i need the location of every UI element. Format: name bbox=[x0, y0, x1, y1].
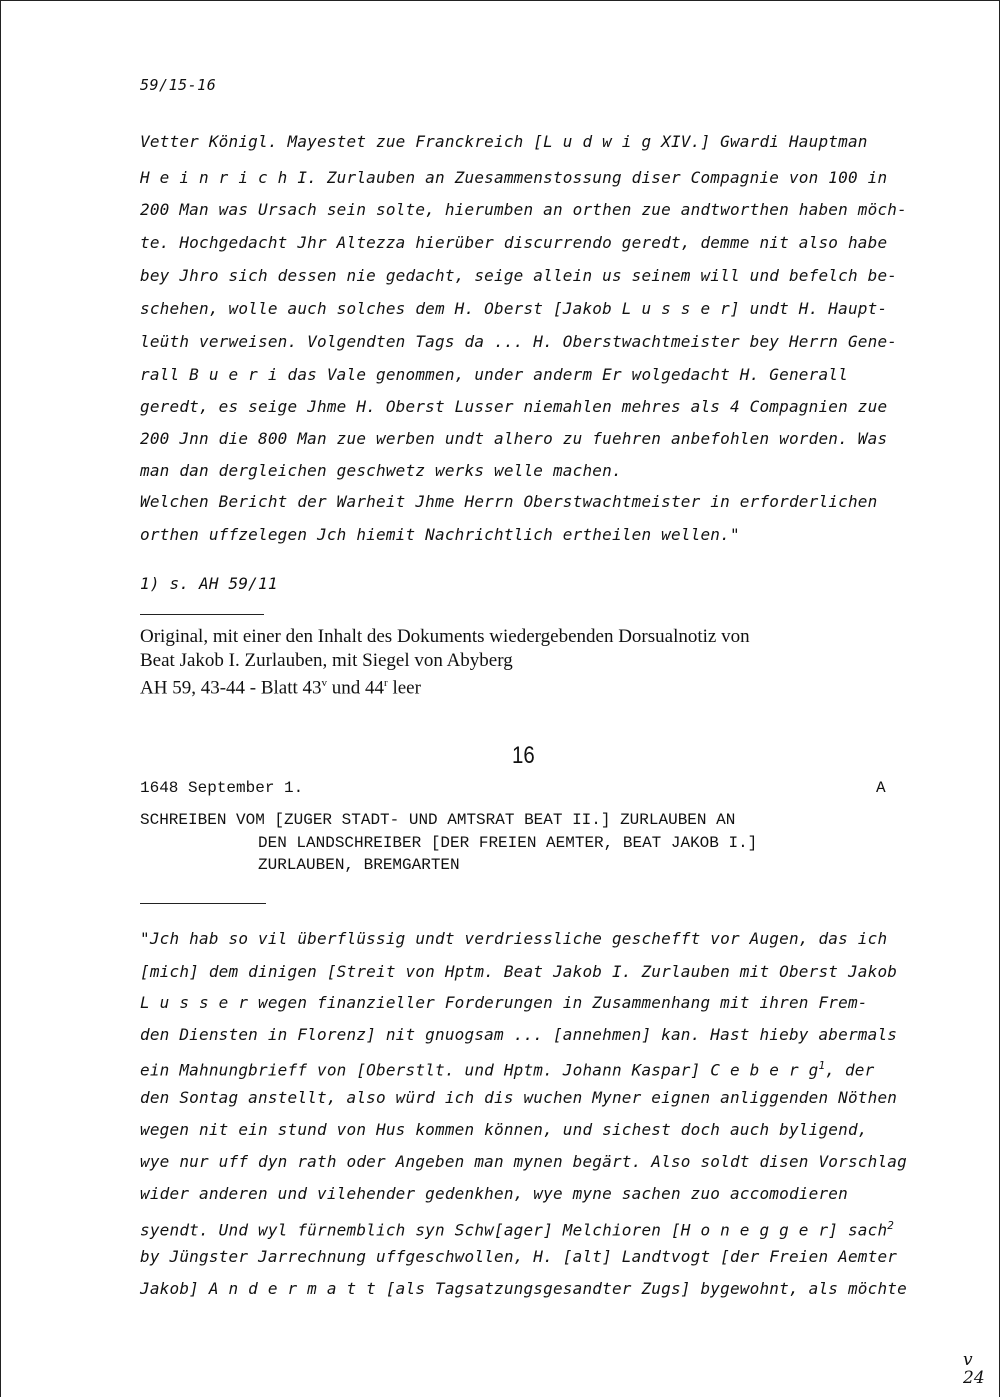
footnote-rule bbox=[140, 614, 264, 615]
document-type: A bbox=[876, 779, 886, 797]
text-line: H e i n r i c h I. Zurlauben an Zuesammenstossung diser Compagnie von 100 in bbox=[140, 168, 888, 187]
text-line: bey Jhro sich dessen nie gedacht, seige allein us seinem will und befelch be- bbox=[140, 266, 898, 285]
source-note-line: Beat Jakob I. Zurlauben, mit Siegel von Abyberg bbox=[140, 650, 513, 671]
heading-line: ZURLAUBEN, BREMGARTEN bbox=[258, 856, 460, 874]
margin-mark: 24 bbox=[963, 1368, 985, 1388]
verso-mark: v bbox=[321, 677, 328, 689]
text-line: orthen uffzelegen Jch hiemit Nachrichtlich ertheilen wellen." bbox=[140, 525, 740, 544]
text-line: [mich] dem dinigen [Streit von Hptm. Beat Jakob I. Zurlauben mit Oberst Jakob bbox=[140, 962, 898, 981]
document-number: 16 bbox=[512, 742, 535, 769]
footnote-reference: 1) s. AH 59/11 bbox=[140, 574, 278, 593]
text-line: 200 Man was Ursach sein solte, hierumben an orthen zue andtworthen haben möch- bbox=[140, 200, 907, 219]
text-line: schehen, wolle auch solches dem H. Oberst [Jakob L u s s e r] undt H. Haupt- bbox=[140, 299, 888, 318]
footnote-marker: 2 bbox=[887, 1219, 895, 1232]
text-line: wye nur uff dyn rath oder Angeben man mynen begärt. Also soldt disen Vorschlag bbox=[140, 1152, 907, 1171]
margin-mark: v bbox=[963, 1350, 973, 1370]
footnote-marker: 1 bbox=[818, 1059, 826, 1072]
document-date: 1648 September 1. bbox=[140, 779, 304, 797]
archive-ref-end: leer bbox=[387, 677, 421, 699]
archive-ref-cont: und 44 bbox=[327, 677, 385, 699]
text-line: ein Mahnungbrieff von [Oberstlt. und Hptm. Johann Kaspar] C e b e r $g^1$, der bbox=[140, 1059, 875, 1080]
text-line: leüth verweisen. Volgendten Tags da ... H. Oberstwachtmeister bey Herrn Gene- bbox=[140, 332, 898, 351]
source-note-line: Original, mit einer den Inhalt des Dokuments wiedergebenden Dorsualnotiz von bbox=[140, 626, 750, 647]
text-line: L u s s e r wegen finanzieller Forderungen in Zusammenhang mit ihren Frem- bbox=[140, 993, 868, 1012]
text-line: Jakob] A n d e r m a t t [als Tagsatzungsgesandter Zugs] bygewohnt, als möchte bbox=[140, 1279, 907, 1298]
text-line: by Jüngster Jarrechnung uffgeschwollen, H. [alt] Landtvogt [der Freien Aemter bbox=[140, 1247, 898, 1266]
text-line: man dan dergleichen geschwetz werks welle machen. bbox=[140, 461, 622, 480]
text-line: wider anderen und vilehender gedenkhen, wye myne sachen zuo accomodieren bbox=[140, 1184, 848, 1203]
text-line: den Diensten in Florenz] nit gnuogsam ... [annehmen] kan. Hast hieby abermals bbox=[140, 1025, 898, 1044]
text-line: te. Hochgedacht Jhr Altezza hierüber discurrendo geredt, demme nit also habe bbox=[140, 233, 888, 252]
text-line: wegen nit ein stund von Hus kommen können, und sichest doch auch byligend, bbox=[140, 1120, 868, 1139]
text-line: Vetter Königl. Mayestet zue Franckreich [L u d w i g XIV.] Gwardi Hauptman bbox=[140, 132, 868, 151]
text-line: geredt, es seige Jhme H. Oberst Lusser niemahlen mehres als 4 Compagnien zue bbox=[140, 397, 888, 416]
archive-ref: AH 59, 43-44 - Blatt 43 bbox=[140, 677, 322, 699]
text-line: rall B u e r i das Vale genommen, under anderm Er wolgedacht H. Generall bbox=[140, 365, 848, 384]
text-line: 200 Jnn die 800 Man zue werben undt alhero zu fuehren anbefohlen worden. Was bbox=[140, 429, 888, 448]
text-line: syendt. Und wyl fürnemblich syn Schw[ager] Melchioren [H o n e g g e r] sach$^2$ bbox=[140, 1219, 895, 1240]
heading-line: DEN LANDSCHREIBER [DER FREIEN AEMTER, BEAT JAKOB I.] bbox=[258, 834, 758, 852]
heading-line: SCHREIBEN VOM [ZUGER STADT- UND AMTSRAT BEAT II.] ZURLAUBEN AN bbox=[140, 811, 736, 829]
recto-mark: r bbox=[384, 677, 388, 689]
text-line: den Sontag anstellt, also würd ich dis wuchen Myner eignen anliggenden Nöthen bbox=[140, 1088, 898, 1107]
text-line: Welchen Bericht der Warheit Jhme Herrn Oberstwachtmeister in erforderlichen bbox=[140, 492, 878, 511]
heading-rule bbox=[140, 903, 266, 904]
document-reference: 59/15-16 bbox=[140, 76, 217, 94]
source-note-line bbox=[140, 672, 421, 699]
text-line: "Jch hab so vil überflüssig undt verdriessliche geschefft vor Augen, das ich bbox=[140, 929, 888, 948]
